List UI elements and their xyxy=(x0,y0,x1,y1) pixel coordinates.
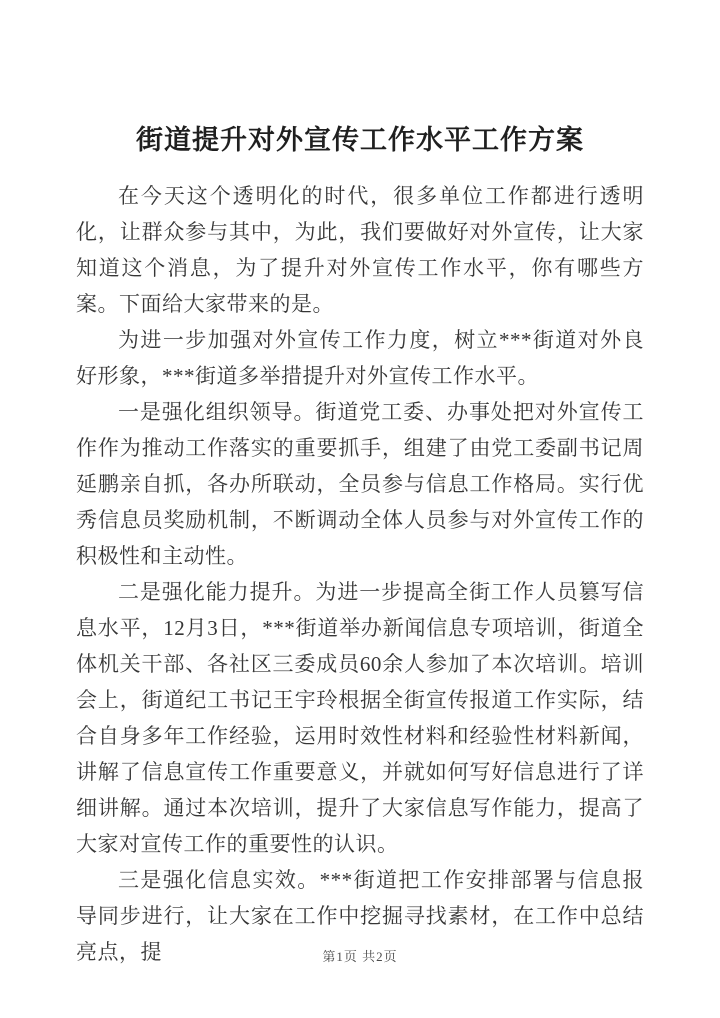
paragraph-intro: 在今天这个透明化的时代，很多单位工作都进行透明化，让群众参与其中，为此，我们要做好对外宣传，让大家知道这个消息，为了提升对外宣传工作水平，你有哪些方案。下面给大家带来的是。 xyxy=(76,184,644,316)
paragraph-point-three: 三是强化信息实效。***街道把工作安排部署与信息报导同步进行，让大家在工作中挖掘寻找素材，在工作中总结亮点，提 xyxy=(76,868,644,964)
document-title: 街道提升对外宣传工作水平工作方案 xyxy=(136,125,584,155)
page-number-indicator: 第1页 共2页 xyxy=(322,949,398,964)
page-footer xyxy=(0,946,720,966)
paragraph-point-one: 一是强化组织领导。街道党工委、办事处把对外宣传工作作为推动工作落实的重要抓手，组建了由党工委副书记周延鹏亲自抓，各办所联动，全员参与信息工作格局。实行优秀信息员奖励机制，不断调动全体人员参与对外宣传工作的积极性和主动性。 xyxy=(76,400,644,568)
paragraph-overview: 为进一步加强对外宣传工作力度，树立***街道对外良好形象，***街道多举措提升对外宣传工作水平。 xyxy=(76,328,644,388)
paragraph-point-two: 二是强化能力提升。为进一步提高全街工作人员篡写信息水平，12月3日，***街道举办新闻信息专项培训，街道全体机关干部、各社区三委成员60余人参加了本次培训。培训会上，街道纪工书记王宇玲根据全街宣传报道工作实际，结合自身多年工作经验，运用时效性材料和经验性材料新闻，讲解了信息宣传工作重要意义，并就如何写好信息进行了详细讲解。通过本次培训，提升了大家信息写作能力，提高了大家对宣传工作的重要性的认识。 xyxy=(76,580,644,856)
